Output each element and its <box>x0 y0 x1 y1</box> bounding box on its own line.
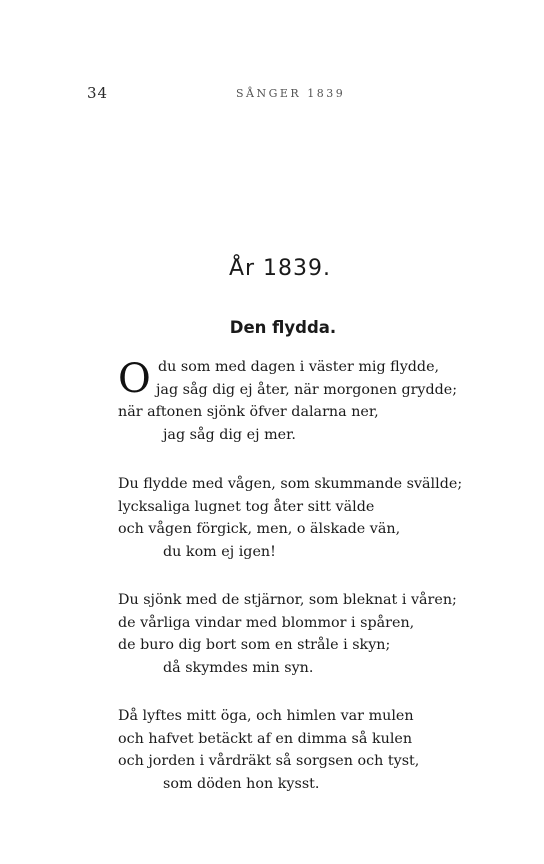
drop-cap: O <box>118 356 151 402</box>
page-number: 34 <box>87 84 109 102</box>
running-head: SÅNGER 1839 <box>236 87 346 100</box>
poem-line: du kom ej igen! <box>163 543 276 560</box>
poem-title: Den flydda. <box>229 318 337 337</box>
section-title: År 1839. <box>228 256 332 281</box>
poem-line: jag såg dig ej mer. <box>163 426 296 443</box>
poem-line: de buro dig bort som en stråle i skyn; <box>118 637 391 653</box>
poem-line: lycksaliga lugnet tog åter sitt välde <box>118 498 375 515</box>
poem-line: när aftonen sjönk öfver dalarna ner, <box>118 404 379 420</box>
poem-line: Då lyftes mitt öga, och himlen var mulen <box>118 708 414 724</box>
poem-line: som döden hon kysst. <box>163 775 320 792</box>
poem-line: jag såg dig ej åter, när morgonen grydde; <box>156 381 458 398</box>
stanza <box>118 705 419 795</box>
poem-line: då skymdes min syn. <box>163 659 314 676</box>
poem-line: de vårliga vindar med blommor i spåren, <box>118 614 415 631</box>
stanza <box>118 589 457 679</box>
stanza <box>118 356 457 446</box>
poem-line: Du sjönk med de stjärnor, som bleknat i våren; <box>118 592 457 608</box>
stanza <box>118 473 462 563</box>
poem-line: Du flydde med vågen, som skummande svällde; <box>118 476 463 492</box>
poem-line: och hafvet betäckt af en dimma så kulen <box>118 730 413 747</box>
poem-line: och jorden i vårdräkt så sorgsen och tyst, <box>118 753 420 769</box>
poem-line: du som med dagen i väster mig flydde, <box>158 359 440 375</box>
poem-line: och vågen förgick, men, o älskade vän, <box>118 521 401 537</box>
